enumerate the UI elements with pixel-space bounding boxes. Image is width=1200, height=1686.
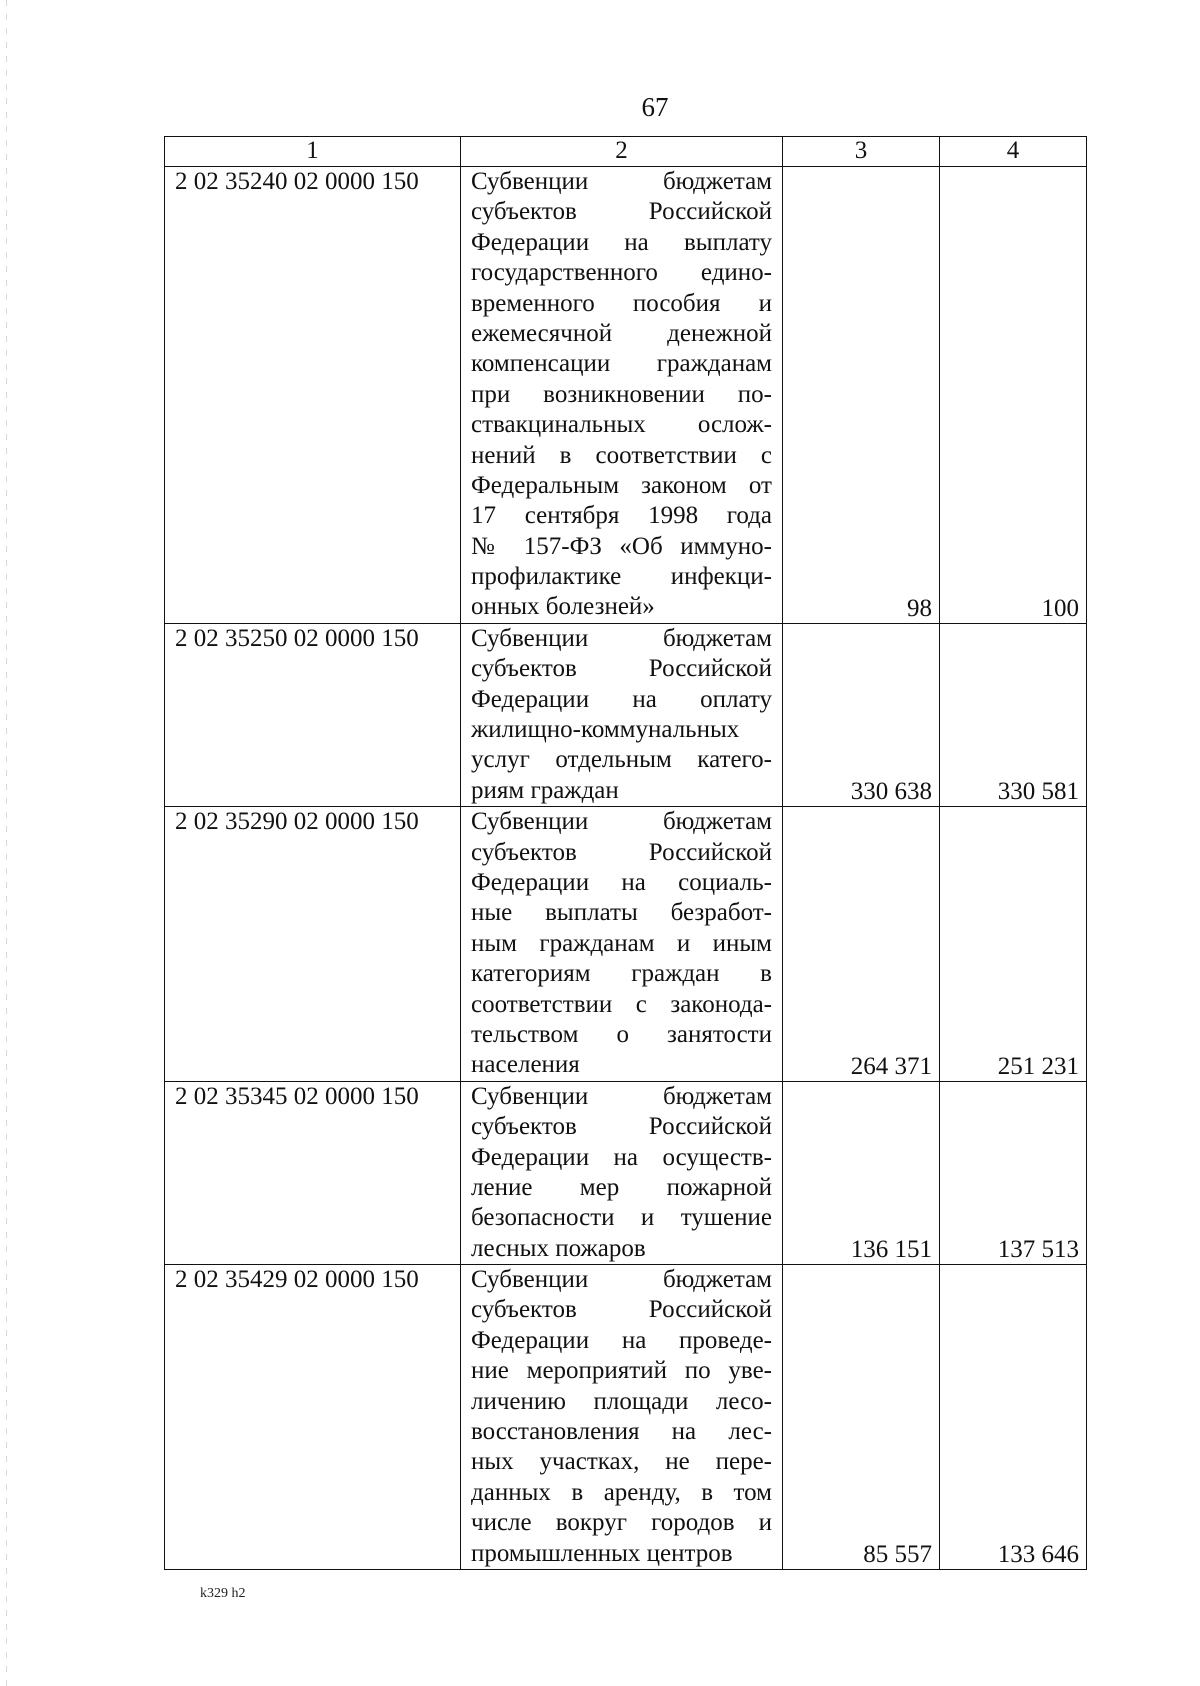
description-line: Федеральным законом от — [471, 471, 772, 499]
description-line: Федерации на выплату — [471, 228, 772, 256]
description-line: субъектов Российской — [471, 838, 772, 866]
row-code: 2 02 35240 02 0000 150 — [165, 167, 461, 624]
description-line: ных участках, не пере- — [471, 1448, 772, 1476]
description-line: ежемесячной денежной — [471, 319, 772, 347]
table-body — [165, 137, 1087, 1570]
description-line: личению площади лесо- — [471, 1387, 772, 1415]
description-line: ствакцинальных ослож- — [471, 411, 772, 439]
row-value-col-3: 330 638 — [783, 623, 940, 806]
table-row — [165, 623, 1087, 806]
description-line: Субвенции бюджетам — [471, 1266, 772, 1294]
header-col-1: 1 — [165, 137, 461, 167]
row-value-col-4: 100 — [940, 167, 1087, 624]
description-line: соответствии с законода- — [471, 990, 772, 1018]
table-header-row — [165, 137, 1087, 167]
description-line: услуг отдельным катего- — [471, 746, 772, 774]
description-line: № 157-ФЗ «Об иммуно- — [471, 532, 772, 560]
description-line: населения — [471, 1051, 580, 1079]
description-line: Федерации на оплату — [471, 685, 772, 713]
row-description — [461, 1265, 783, 1570]
header-col-3: 3 — [783, 137, 940, 167]
description-line: числе вокруг городов и — [471, 1509, 772, 1537]
header-col-2: 2 — [461, 137, 783, 167]
description-line: категориям граждан в — [471, 960, 772, 988]
description-line: ным гражданам и иным — [471, 929, 772, 957]
description-line: Федерации на осуществ- — [471, 1143, 772, 1171]
row-description — [461, 623, 783, 806]
row-description — [461, 1081, 783, 1264]
scan-edge-artifact — [6, 0, 7, 1686]
description-line: 17 сентября 1998 года — [471, 502, 772, 530]
description-line: Субвенции бюджетам — [471, 168, 772, 195]
description-line: Федерации на проведе- — [471, 1326, 772, 1354]
row-code: 2 02 35429 02 0000 150 — [165, 1265, 461, 1570]
description-line: онных болезней» — [471, 593, 655, 621]
description-line: временного пособия и — [471, 289, 772, 317]
row-value-col-3: 136 151 — [783, 1081, 940, 1264]
row-value-col-4: 251 231 — [940, 807, 1087, 1082]
row-code: 2 02 35250 02 0000 150 — [165, 623, 461, 806]
row-value-col-4: 137 513 — [940, 1081, 1087, 1264]
description-line: жилищно-коммунальных — [471, 716, 740, 744]
row-value-col-3: 85 557 — [783, 1265, 940, 1570]
row-value-col-3: 264 371 — [783, 807, 940, 1082]
description-line: нений в соответствии с — [471, 441, 772, 469]
row-code: 2 02 35345 02 0000 150 — [165, 1081, 461, 1264]
description-line: субъектов Российской — [471, 198, 772, 226]
description-line: при возникновении по- — [471, 380, 772, 408]
row-value-col-3: 98 — [783, 167, 940, 624]
description-line: субъектов Российской — [471, 1113, 772, 1141]
description-line: восстановления на лес- — [471, 1418, 772, 1446]
row-value-col-4: 133 646 — [940, 1265, 1087, 1570]
row-value-col-4: 330 581 — [940, 623, 1087, 806]
description-line: Субвенции бюджетам — [471, 808, 772, 836]
description-line: Федерации на социаль- — [471, 868, 772, 896]
description-line: субъектов Российской — [471, 655, 772, 683]
table-row — [165, 807, 1087, 1082]
row-description — [461, 167, 783, 624]
page-number: 67 — [641, 92, 669, 122]
table-row — [165, 1081, 1087, 1264]
row-description — [461, 807, 783, 1082]
table-row — [165, 167, 1087, 624]
description-line: ные выплаты безработ- — [471, 899, 772, 927]
table-row — [165, 1265, 1087, 1570]
header-col-4: 4 — [940, 137, 1087, 167]
description-line: профилактике инфекци- — [471, 563, 772, 591]
budget-table — [164, 136, 1087, 1570]
description-line: лесных пожаров — [471, 1234, 646, 1262]
description-line: данных в аренду, в том — [471, 1478, 772, 1506]
row-code: 2 02 35290 02 0000 150 — [165, 807, 461, 1082]
description-line: риям граждан — [471, 776, 619, 804]
footer-code: k329 h2 — [200, 1586, 246, 1601]
description-line: промышленных центров — [471, 1539, 733, 1567]
description-line: Субвенции бюджетам — [471, 1082, 772, 1110]
description-line: Субвенции бюджетам — [471, 624, 772, 652]
description-line: тельством о занятости — [471, 1020, 772, 1048]
description-line: государственного едино- — [471, 259, 772, 287]
description-line: субъектов Российской — [471, 1296, 772, 1324]
description-line: ние мероприятий по уве- — [471, 1357, 772, 1385]
description-line: безопасности и тушение — [471, 1204, 772, 1232]
description-line: компенсации гражданам — [471, 350, 772, 378]
description-line: ление мер пожарной — [471, 1173, 772, 1201]
